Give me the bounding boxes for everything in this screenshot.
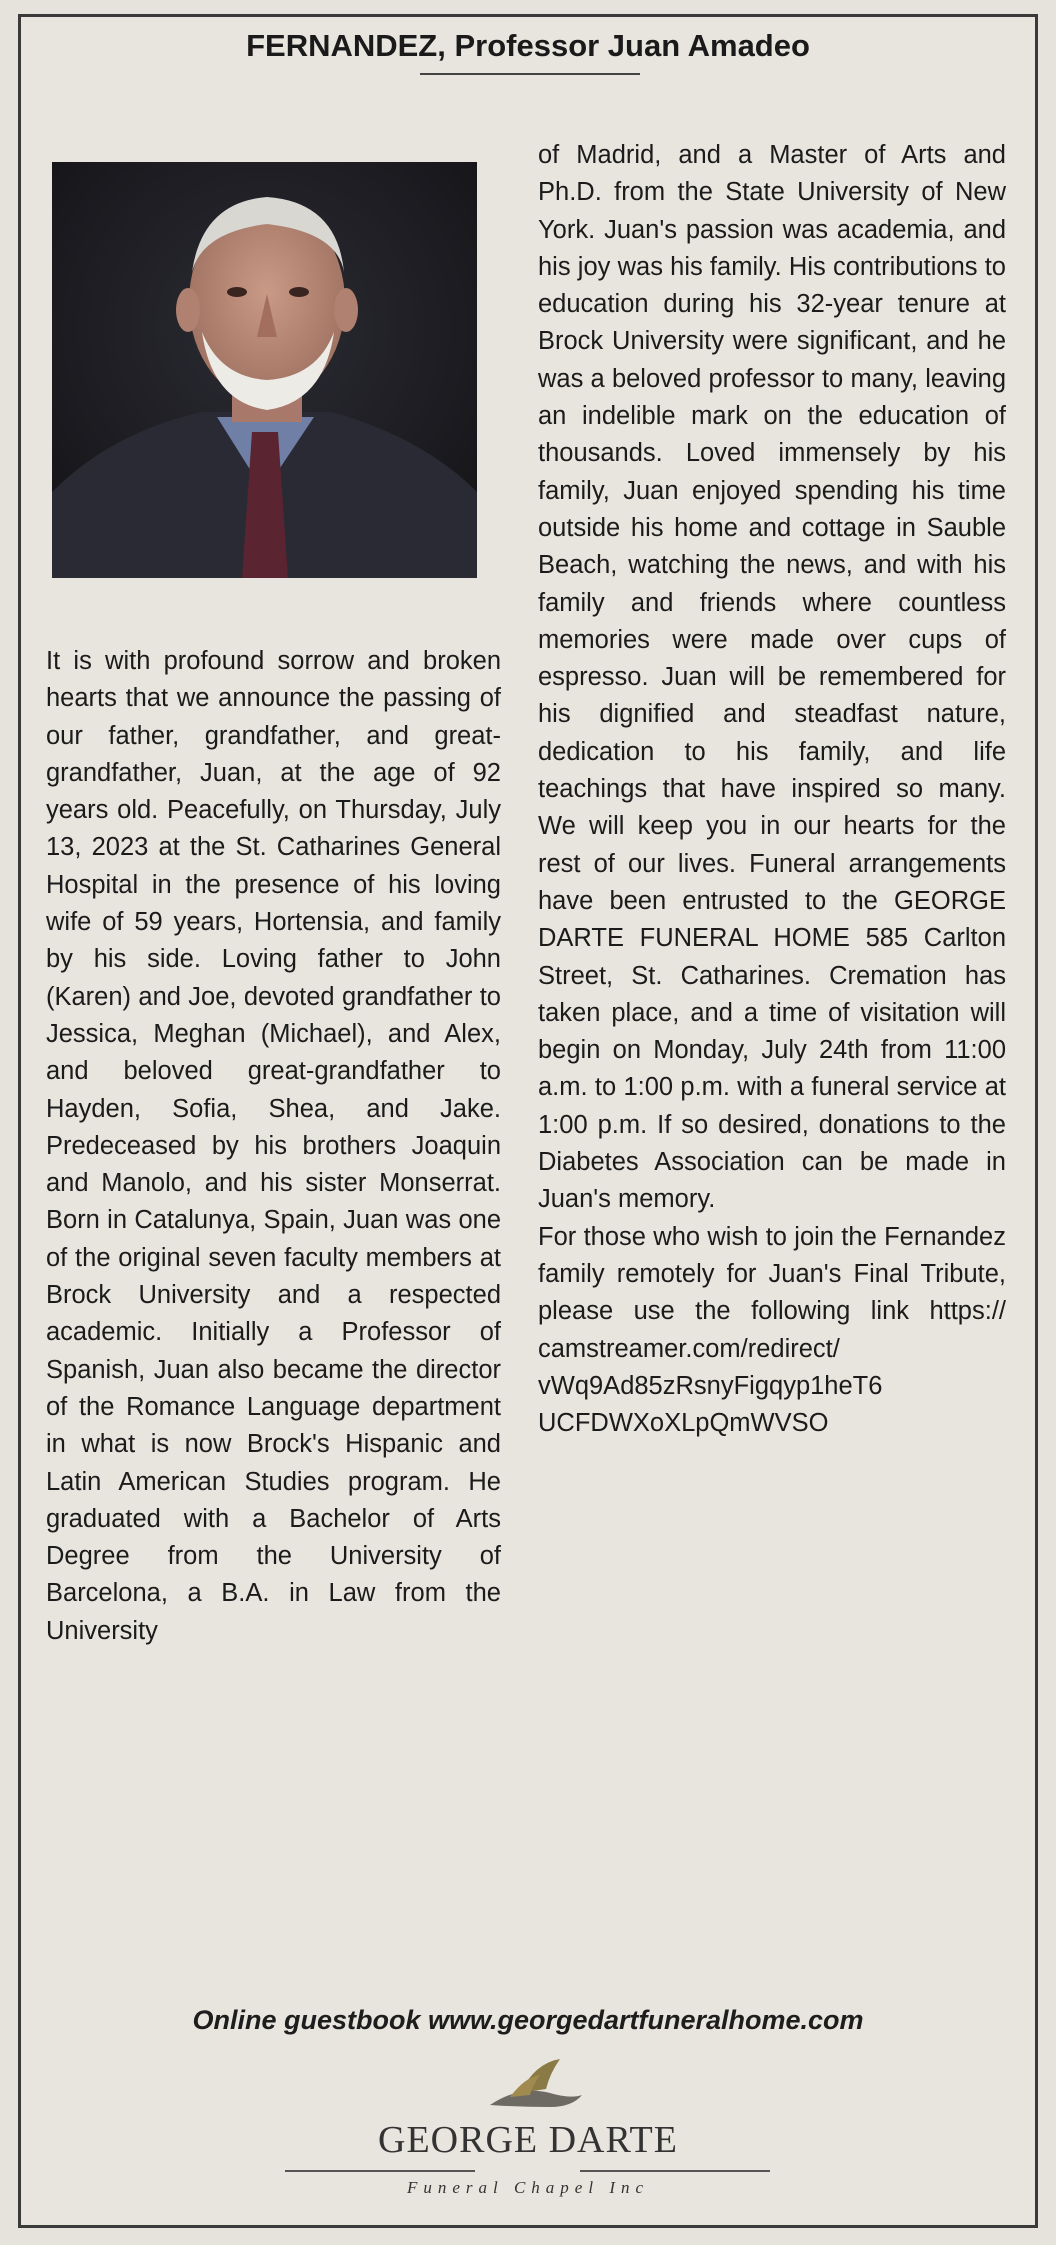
funeral-home-logo-name: GEORGE DARTE bbox=[378, 2119, 678, 2161]
funeral-home-logo-icon bbox=[480, 2055, 590, 2115]
obituary-text-left: It is with profound sorrow and broken hearts that we announce the passing of our father, grandfather, and great-grandfather, Juan, at the age of 92 years old. Peacefully, on Thursday, July 13, 2023 at the St. Catharines General Hospital in the presence of his loving wife of 59 years, Hortensia, and family by his side. Loving father to John (Karen) and Joe, devoted grandfather to Jessica, Meghan (Michael), and Alex, and beloved great-grandfather to Hayden, Sofia, Shea, and Jake. Predeceased by his brothers Joaquin and Manolo, and his sister Monserrat. Born in Catalunya, Spain, Juan was one of the original seven faculty members at Brock University and a respected academic. Initially a Professor of Spanish, Juan also became the director of the Romance Language department in what is now Brock's Hispanic and Latin American Studies program. He graduated with a Bachelor of Arts Degree from the University of Barcelona, a B.A. in Law from the University bbox=[46, 647, 501, 1645]
logo-rule-right bbox=[580, 2170, 770, 2172]
obituary-heading: FERNANDEZ, Professor Juan Amadeo bbox=[246, 28, 810, 63]
obituary-text-right-link: For those who wish to join the Fernandez family remotely for Juan's Final Tribute, please use the following link https:// camstreamer.com/redirect/ vWq9Ad85zRsnyFigqyp1heT6 UCFDWXoXLpQmWVSO bbox=[538, 1222, 1006, 1438]
obituary-text-right-main: of Madrid, and a Master of Arts and Ph.D. from the State University of New York. Juan's passion was academia, and his joy was his family. His contributions to education during his 32-year tenure at Brock University were significant, and he was a beloved professor to many, leaving an indelible mark on the education of thousands. Loved immensely by his family, Juan enjoyed spending his time outside his home and cottage in Sauble Beach, watching the news, and with his family and friends where countless memories were made over cups of espresso. Juan will be remembered for his dignified and steadfast nature, dedication to his family, and life teachings that have inspired so many. We will keep you in our hearts for the rest of our lives. Funeral arrangements have been entrusted to the GEORGE DARTE FUNERAL HOME 585 Carlton Street, St. Catharines. Cremation has taken place, and a time of visitation will begin on Monday, July 24th from 11:00 a.m. to 1:00 p.m. with a funeral service at 1:00 p.m. If so desired, donations to the Diabetes Association can be made in Juan's memory. bbox=[538, 141, 1006, 1214]
portrait-image bbox=[52, 162, 477, 578]
obituary-text-right bbox=[538, 137, 1006, 1442]
heading-rule bbox=[420, 73, 640, 75]
online-guestbook: Online guestbook www.georgedartfuneralhome.com bbox=[192, 2005, 864, 2035]
logo-rule-left bbox=[285, 2170, 475, 2172]
portrait-photo bbox=[52, 162, 477, 578]
funeral-home-logo-subtitle: Funeral Chapel Inc bbox=[406, 2178, 650, 2197]
